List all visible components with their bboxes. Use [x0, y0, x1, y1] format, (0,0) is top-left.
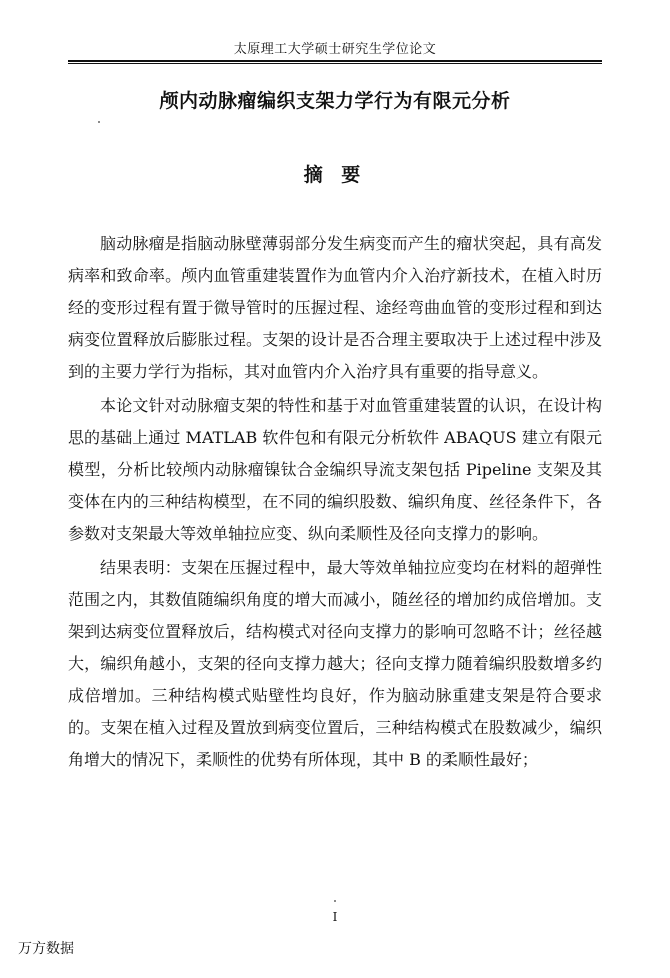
scan-speck: [334, 900, 336, 902]
header-rule-thin: [68, 63, 602, 64]
abstract-paragraph-3: 结果表明：支架在压握过程中，最大等效单轴拉应变均在材料的超弹性范围之内，其数值随编织角度的增大而减小，随丝径的增加约成倍增加。支架到达病变位置释放后，结构模式对径向支撑力的影响可忽略不计；丝径越大，编织角越小，支架的径向支撑力越大；径向支撑力随着编织股数增多约成倍增加。三种结构模式贴壁性均良好，作为脑动脉重建支架是符合要求的。支架在植入过程及置放到病变位置后，三种结构模式在股数减少，编织角增大的情况下，柔顺性的优势有所体现，其中 B 的柔顺性最好；: [68, 558, 602, 769]
scan-speck: [98, 121, 100, 123]
header-rule: [68, 60, 602, 62]
abstract-paragraph-1: 脑动脉瘤是指脑动脉壁薄弱部分发生病变而产生的瘤状突起，具有高发病率和致命率。颅内血管重建装置作为血管内介入治疗新技术，在植入时历经的变形过程有置于微导管时的压握过程、途经弯曲血管的变形过程和到达病变位置释放后膨胀过程。支架的设计是否合理主要取决于上述过程中涉及到的主要力学行为指标，其对血管内介入治疗具有重要的指导意义。: [68, 234, 602, 381]
abstract-paragraph-2: 本论文针对动脉瘤支架的特性和基于对血管重建装置的认识，在设计构思的基础上通过 MATLAB 软件包和有限元分析软件 ABAQUS 建立有限元模型，分析比较颅内动脉瘤镍钛合金编织导流支架包括 Pipeline 支架及其变体在内的三种结构模型，在不同的编织股数、编织角度、丝径条件下，各参数对支架最大等效单轴拉应变、纵向柔顺性及径向支撑力的影响。: [68, 396, 602, 543]
abstract-body: [68, 228, 602, 776]
running-header: 太原理工大学硕士研究生学位论文: [233, 42, 437, 57]
thesis-title: 颅内动脉瘤编织支架力学行为有限元分析: [159, 90, 511, 112]
abstract-heading: 摘 要: [303, 164, 367, 186]
page-number: I: [332, 910, 338, 924]
watermark: 万方数据: [18, 941, 74, 957]
